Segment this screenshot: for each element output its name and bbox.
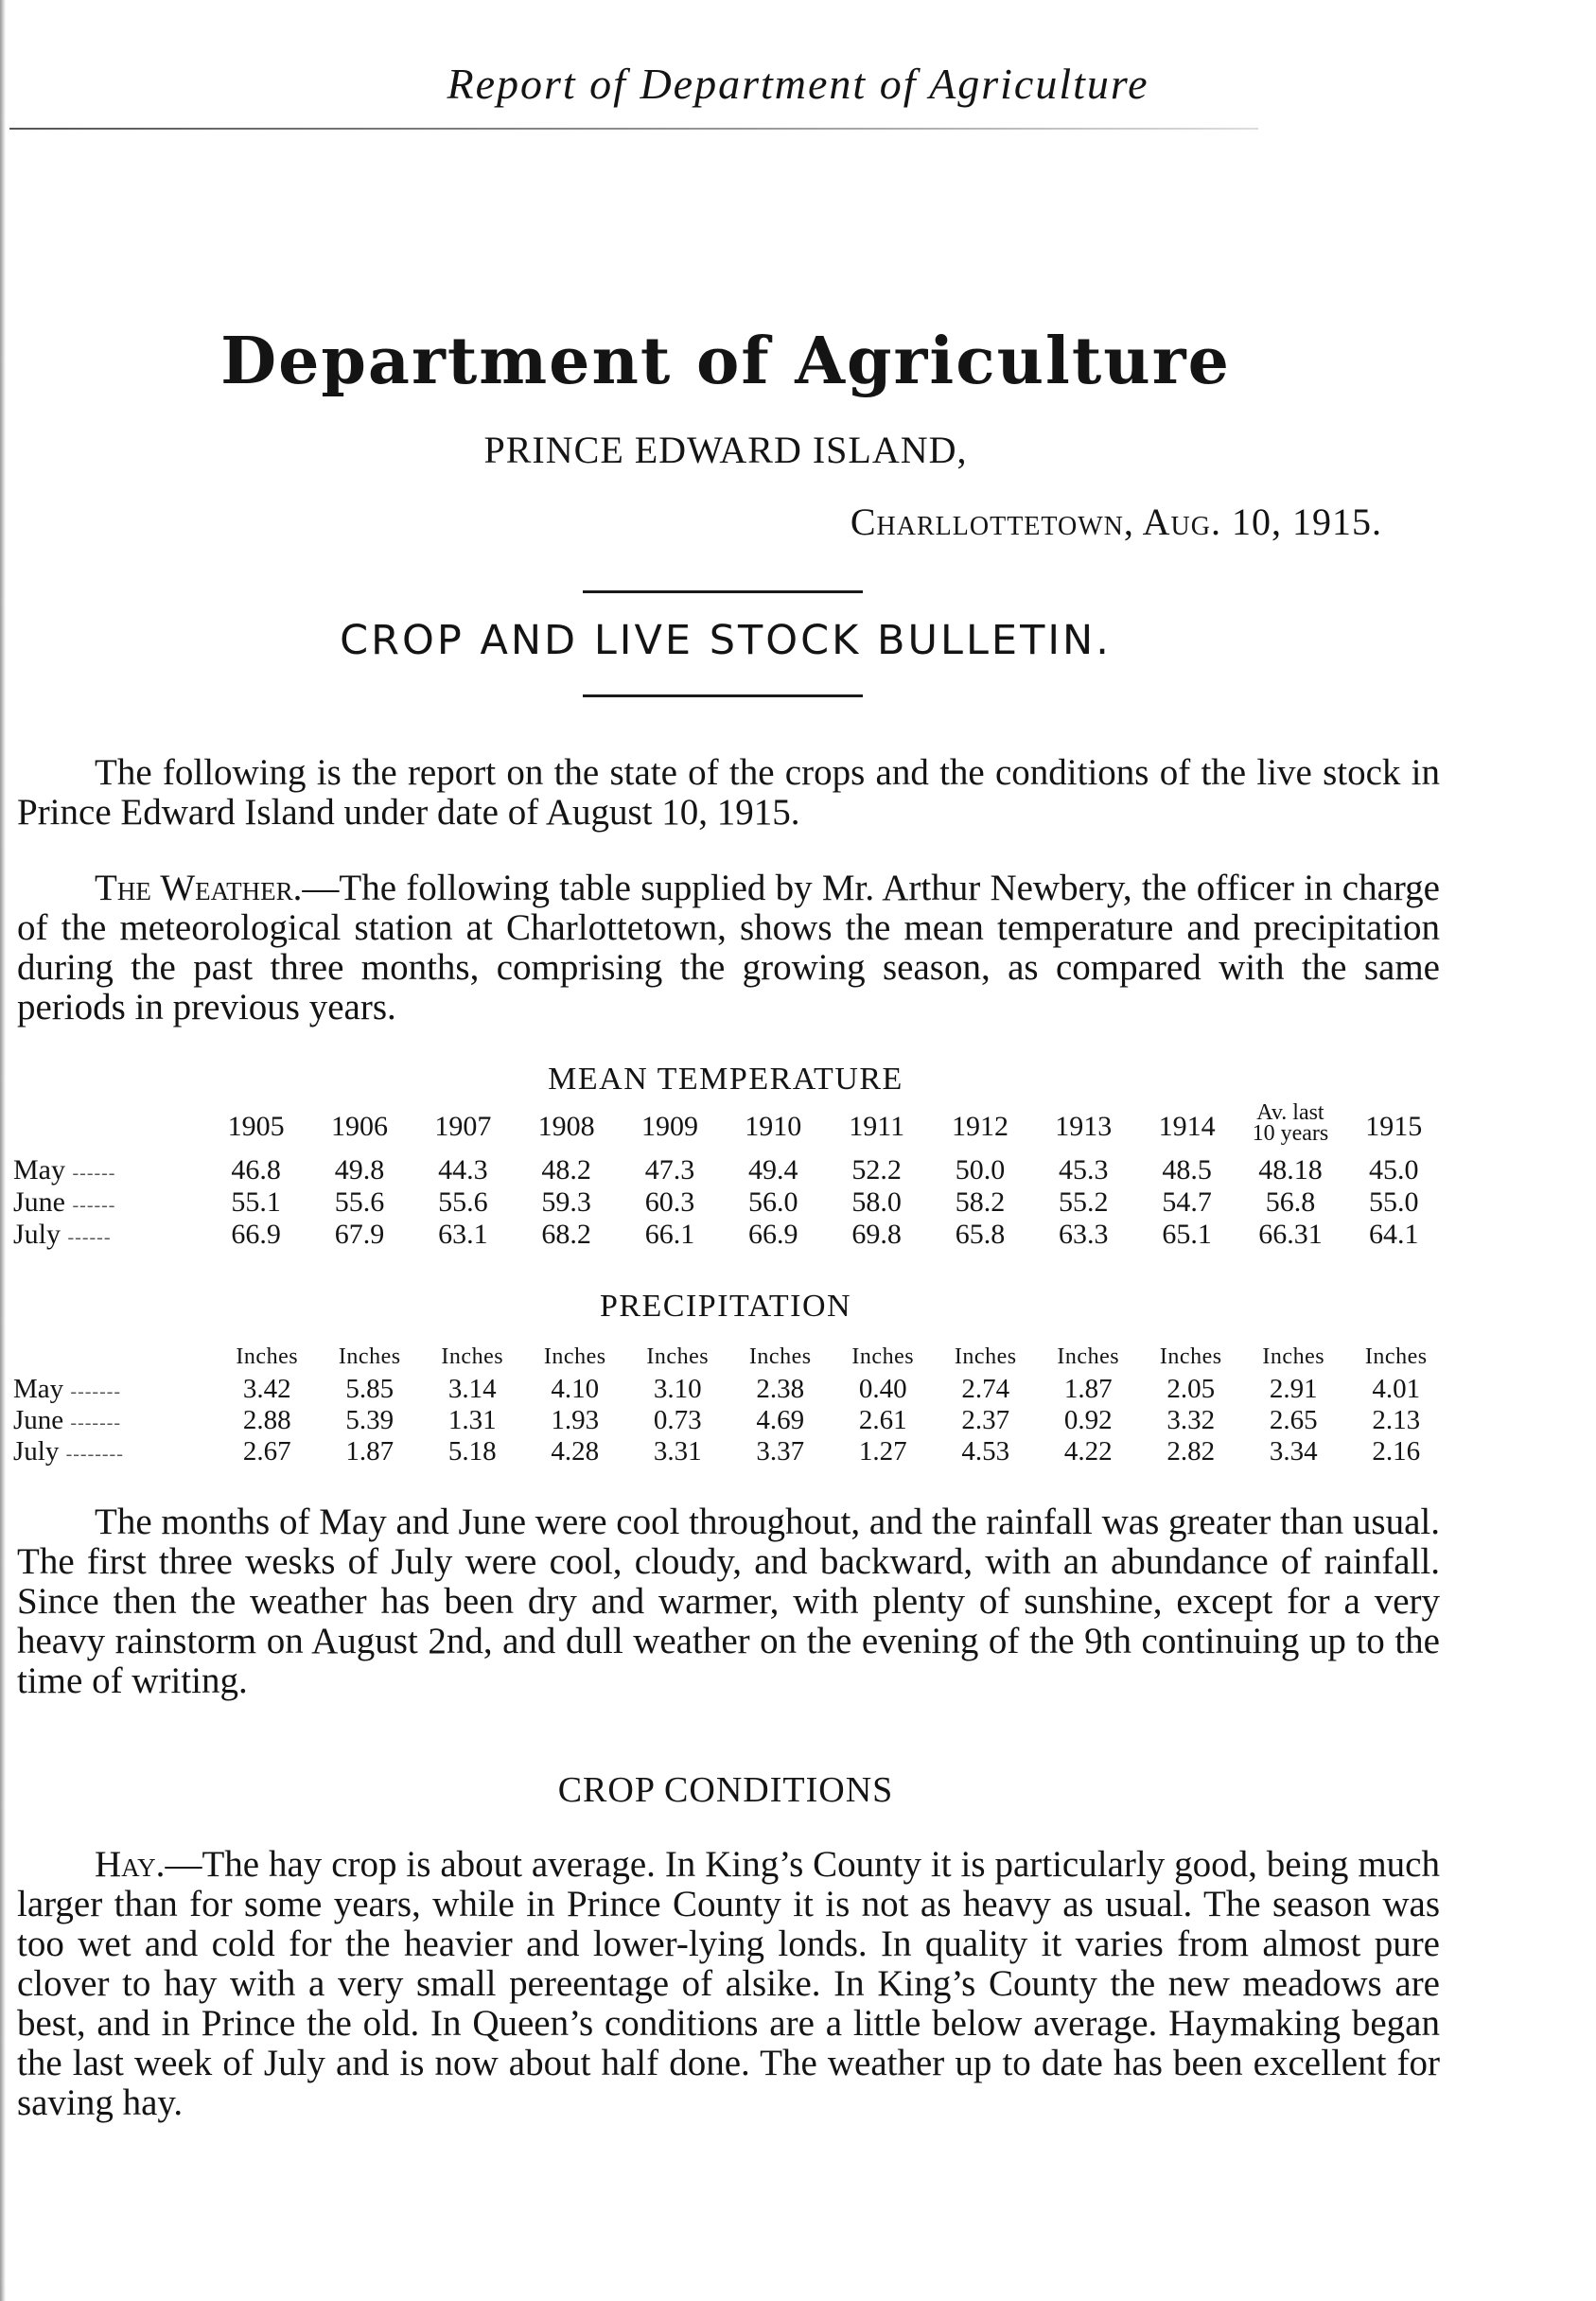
month-label: May: [13, 1374, 64, 1404]
table-cell: 4.10: [551, 1374, 600, 1404]
leader-dots: --------: [65, 1444, 124, 1465]
leader-dots: -------: [70, 1413, 122, 1433]
row-label: [13, 1186, 204, 1219]
table-cell: 2.67: [242, 1436, 291, 1467]
intro-paragraph: [17, 753, 1440, 833]
table-cell: 48.5: [1162, 1154, 1212, 1186]
table-cell: 66.9: [748, 1219, 798, 1250]
table-cell: 63.3: [1059, 1219, 1109, 1250]
table-cell: 67.9: [334, 1219, 385, 1250]
table-cell: 2.61: [858, 1405, 907, 1435]
month-label: May: [13, 1154, 65, 1186]
hay-lead: Hay.: [95, 1844, 166, 1885]
table-cell: 1.31: [447, 1405, 497, 1435]
column-header-average: [1238, 1099, 1342, 1154]
month-label: June: [13, 1186, 65, 1218]
table-cell: 2.37: [961, 1405, 1010, 1435]
table-cell: 68.2: [541, 1219, 591, 1250]
weather-lead: The Weather.: [95, 868, 303, 908]
table-cell: 3.34: [1269, 1436, 1318, 1467]
unit-header: Inches: [1159, 1344, 1222, 1369]
table-cell: 64.1: [1369, 1219, 1419, 1250]
table-cell: 45.0: [1369, 1154, 1419, 1186]
weather-summary-paragraph: [17, 1502, 1440, 1701]
table-cell: 2.05: [1166, 1374, 1216, 1404]
precipitation-table: [13, 1330, 1447, 1467]
unit-header: Inches: [441, 1344, 504, 1369]
weather-summary-text: The months of May and June were cool throughout, and the rainfall was greater than usual. The first three wesks of July were cool, cloudy, and backward, with an abundance of rainfall. Since then the weather has been dry and warmer, with plenty of sunshine, except for a very heavy rainstorm on August 2nd, and dull weather on the evening of the 9th continuing up to the time of writing.: [17, 1502, 1440, 1701]
column-header: 1915: [1365, 1111, 1423, 1142]
table-header-row: [13, 1099, 1446, 1154]
table-cell: 50.0: [955, 1154, 1006, 1186]
header-rule: [9, 128, 1258, 130]
column-header: 1906: [330, 1111, 388, 1142]
table-cell: 1.27: [858, 1436, 907, 1467]
table-cell: 0.40: [858, 1374, 907, 1404]
table-cell: 54.7: [1162, 1186, 1212, 1218]
column-header: 1907: [434, 1111, 492, 1142]
table-cell: 4.53: [961, 1436, 1010, 1467]
column-header: 1909: [640, 1111, 698, 1142]
table-row: [13, 1219, 1446, 1251]
table-corner: [13, 1330, 216, 1374]
table-cell: 58.2: [955, 1186, 1006, 1218]
table-cell: 0.92: [1063, 1405, 1113, 1435]
table-cell: 3.32: [1166, 1405, 1216, 1435]
table-cell: 4.01: [1372, 1374, 1421, 1404]
unit-header: Inches: [338, 1344, 401, 1369]
table-cell: 2.91: [1269, 1374, 1318, 1404]
table-cell: 3.42: [242, 1374, 291, 1404]
unit-header: Inches: [543, 1344, 606, 1369]
leader-dots: -------: [70, 1381, 122, 1402]
unit-header: Inches: [1057, 1344, 1120, 1369]
weather-text: —The following table supplied by Mr. Arthur Newbery, the officer in charge of the meteorological station at Charlottetown, shows the mean temperature and precipitation during the past three months, comprising the growing season, as compared with the same periods in previous years.: [17, 868, 1440, 1028]
table-row: [13, 1186, 1446, 1219]
column-header: 1912: [951, 1111, 1008, 1142]
table-cell: 65.8: [955, 1219, 1006, 1250]
unit-header: Inches: [851, 1344, 915, 1369]
table-cell: 48.2: [541, 1154, 591, 1186]
table-cell: 47.3: [644, 1154, 695, 1186]
table-cell: 52.2: [851, 1154, 902, 1186]
crop-conditions-heading: CROP CONDITIONS: [557, 1770, 894, 1810]
unit-header: Inches: [954, 1344, 1017, 1369]
table-cell: 2.74: [961, 1374, 1010, 1404]
dateline: Charllottetown, Aug. 10, 1915.: [850, 501, 1382, 543]
table-cell: 2.16: [1372, 1436, 1421, 1467]
unit-header: Inches: [236, 1344, 299, 1369]
hay-text: —The hay crop is about average. In King’s County it is particularly good, being much larger than for some years, while in Prince County it is not as heavy as usual. The season was too wet and cold for the heavier and lower-lying londs. In quality it varies from almost pure clover to hay with a very small pereentage of alsike. In King’s County the new meadows are best, and in Prince the old. In Queen’s conditions are a little below average. Haymaking began the last week of July and is now about half done. The weather up to date has been excellent for saving hay.: [17, 1844, 1440, 2123]
table-cell: 55.1: [231, 1186, 281, 1218]
table-cell: 58.0: [851, 1186, 902, 1218]
table-cell: 0.73: [653, 1405, 702, 1435]
table-cell: 4.22: [1063, 1436, 1113, 1467]
table-cell: 49.8: [334, 1154, 385, 1186]
province-line: PRINCE EDWARD ISLAND,: [483, 429, 968, 471]
row-label: [13, 1219, 204, 1251]
bulletin-title: CROP AND LIVE STOCK BULLETIN.: [340, 617, 1112, 664]
table-row: [13, 1154, 1446, 1186]
table-cell: 5.85: [345, 1374, 395, 1404]
table-cell: 48.18: [1258, 1154, 1323, 1186]
average-label-top: Av. last: [1256, 1100, 1324, 1125]
table-cell: 55.2: [1059, 1186, 1109, 1218]
table-cell: 55.6: [438, 1186, 488, 1218]
table-cell: 56.0: [748, 1186, 798, 1218]
table-cell: 55.6: [334, 1186, 385, 1218]
table-row: [13, 1374, 1447, 1405]
table-cell: 59.3: [541, 1186, 591, 1218]
table-cell: 55.0: [1369, 1186, 1419, 1218]
table-cell: 66.1: [644, 1219, 695, 1250]
table-cell: 3.14: [447, 1374, 497, 1404]
column-header: 1908: [537, 1111, 595, 1142]
mean-temperature-title: MEAN TEMPERATURE: [548, 1062, 903, 1097]
table-row: [13, 1405, 1447, 1436]
table-cell: 3.10: [653, 1374, 702, 1404]
table-cell: 60.3: [644, 1186, 695, 1218]
column-header: 1911: [849, 1111, 905, 1142]
table-cell: 1.87: [1063, 1374, 1113, 1404]
table-cell: 5.18: [447, 1436, 497, 1467]
leader-dots: ------: [72, 1195, 116, 1216]
table-cell: 56.8: [1265, 1186, 1316, 1218]
row-label: [13, 1436, 216, 1467]
table-cell: 3.37: [756, 1436, 805, 1467]
unit-header: Inches: [1262, 1344, 1325, 1369]
table-cell: 63.1: [438, 1219, 488, 1250]
column-header: 1910: [745, 1111, 802, 1142]
table-row: [13, 1436, 1447, 1467]
unit-header: Inches: [646, 1344, 710, 1369]
table-cell: 4.28: [551, 1436, 600, 1467]
table-cell: 2.88: [242, 1405, 291, 1435]
table-header-row: [13, 1330, 1447, 1374]
column-header: 1905: [227, 1111, 285, 1142]
table-cell: 3.31: [653, 1436, 702, 1467]
table-cell: 65.1: [1162, 1219, 1212, 1250]
title-rule-top: [583, 590, 863, 593]
month-label: June: [13, 1405, 64, 1435]
month-label: July: [13, 1219, 61, 1250]
table-cell: 49.4: [748, 1154, 798, 1186]
unit-header: Inches: [1364, 1344, 1428, 1369]
table-corner: [13, 1099, 204, 1154]
column-header: 1913: [1055, 1111, 1113, 1142]
row-label: [13, 1405, 216, 1436]
row-label: [13, 1374, 216, 1405]
table-cell: 2.13: [1372, 1405, 1421, 1435]
table-cell: 1.93: [551, 1405, 600, 1435]
table-cell: 4.69: [756, 1405, 805, 1435]
month-label: July: [13, 1436, 60, 1467]
mean-temperature-table: [13, 1099, 1446, 1251]
running-head: Report of Department of Agriculture: [447, 60, 1149, 108]
weather-paragraph: [17, 869, 1440, 1028]
table-cell: 2.65: [1269, 1405, 1318, 1435]
row-label: [13, 1154, 204, 1186]
hay-paragraph: [17, 1845, 1440, 2123]
average-label-bottom: 10 years: [1252, 1121, 1329, 1146]
table-cell: 45.3: [1059, 1154, 1109, 1186]
table-cell: 69.8: [851, 1219, 902, 1250]
leader-dots: ------: [72, 1163, 116, 1184]
unit-header: Inches: [748, 1344, 812, 1369]
column-header: 1914: [1158, 1111, 1216, 1142]
department-title: Department of Agriculture: [220, 324, 1231, 399]
intro-text: The following is the report on the state of the crops and the conditions of the live stock in Prince Edward Island under date of August 10, 1915.: [17, 752, 1440, 833]
table-cell: 1.87: [345, 1436, 395, 1467]
title-rule-bottom: [583, 694, 863, 697]
table-cell: 2.38: [756, 1374, 805, 1404]
table-cell: 66.31: [1258, 1219, 1323, 1250]
leader-dots: ------: [67, 1227, 112, 1248]
table-cell: 46.8: [231, 1154, 281, 1186]
table-cell: 2.82: [1166, 1436, 1216, 1467]
table-cell: 66.9: [231, 1219, 281, 1250]
table-cell: 44.3: [438, 1154, 488, 1186]
precipitation-title: PRECIPITATION: [599, 1289, 852, 1324]
table-cell: 5.39: [345, 1405, 395, 1435]
